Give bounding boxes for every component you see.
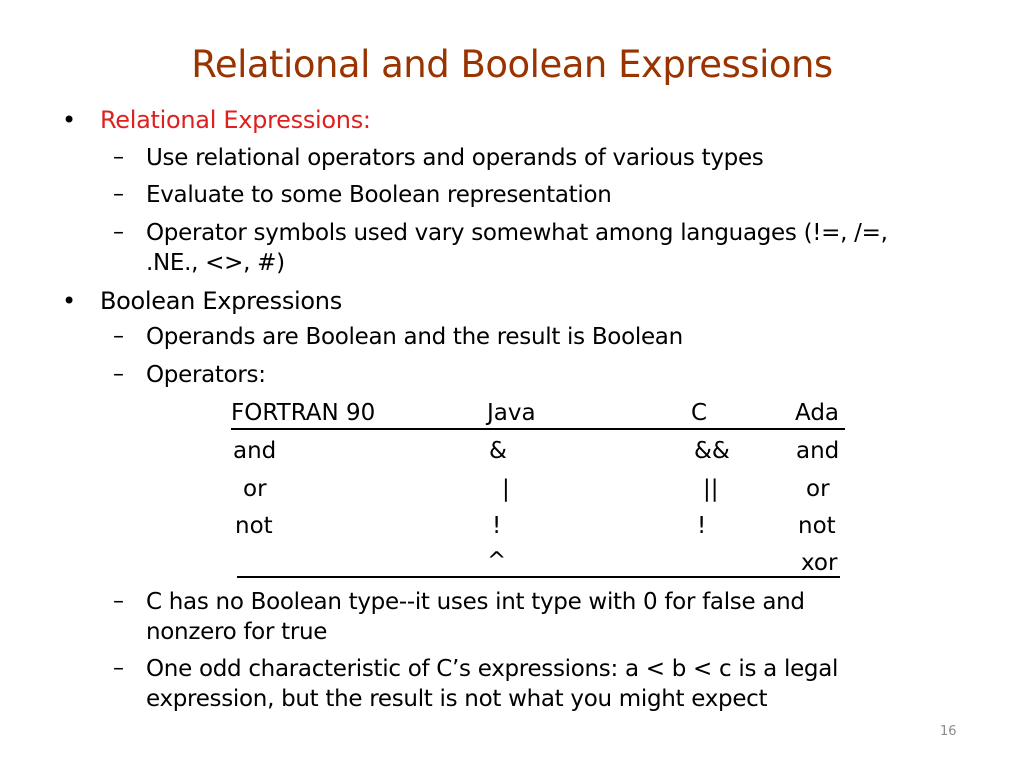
dash-mark: – <box>113 589 124 614</box>
table-cell: && <box>694 438 730 464</box>
table-cell: and <box>233 438 277 464</box>
table-cell: xor <box>801 550 838 576</box>
table-cell: or <box>806 476 830 502</box>
dash-mark: – <box>113 145 124 170</box>
table-header-java: Java <box>487 400 536 426</box>
table-cell: or <box>243 476 267 502</box>
table-bottom-rule <box>237 576 840 578</box>
table-header-underline <box>231 428 845 430</box>
table-header-fortran: FORTRAN 90 <box>231 400 376 426</box>
dash-mark: – <box>113 182 124 207</box>
bullet-boolean-expressions: Boolean Expressions <box>100 287 342 315</box>
sub-item-operator-symbols-cont: .NE., <>, #) <box>146 250 285 276</box>
bullet-dot: • <box>62 287 77 315</box>
bullet-relational-expressions: Relational Expressions: <box>100 106 371 134</box>
table-cell: not <box>798 513 836 539</box>
table-cell: | <box>502 476 510 502</box>
table-cell: and <box>796 438 840 464</box>
sub-item-odd-characteristic-cont: expression, but the result is not what you might expect <box>146 686 768 712</box>
sub-item-operators: Operators: <box>146 362 266 388</box>
dash-mark: – <box>113 362 124 387</box>
sub-item-evaluate: Evaluate to some Boolean representation <box>146 182 612 208</box>
table-cell: not <box>235 513 273 539</box>
sub-item-relational-operators: Use relational operators and operands of various types <box>146 145 764 171</box>
table-cell: & <box>489 438 507 464</box>
table-header-ada: Ada <box>795 400 840 426</box>
bullet-dot: • <box>62 106 77 134</box>
table-cell: || <box>703 476 719 502</box>
sub-item-c-no-boolean-cont: nonzero for true <box>146 619 328 645</box>
table-header-c: C <box>691 400 708 426</box>
table-cell: ! <box>697 513 707 539</box>
dash-mark: – <box>113 656 124 681</box>
dash-mark: – <box>113 324 124 349</box>
sub-item-odd-characteristic: One odd characteristic of C’s expressions: a < b < c is a legal <box>146 656 839 682</box>
dash-mark: – <box>113 220 124 245</box>
table-cell: ! <box>492 513 502 539</box>
page-number: 16 <box>940 724 957 739</box>
table-cell: ^ <box>487 548 507 574</box>
slide-title: Relational and Boolean Expressions <box>191 43 833 86</box>
sub-item-operator-symbols: Operator symbols used vary somewhat among languages (!=, /=, <box>146 220 888 246</box>
sub-item-c-no-boolean: C has no Boolean type--it uses int type with 0 for false and <box>146 589 805 615</box>
sub-item-operands-boolean: Operands are Boolean and the result is Boolean <box>146 324 683 350</box>
